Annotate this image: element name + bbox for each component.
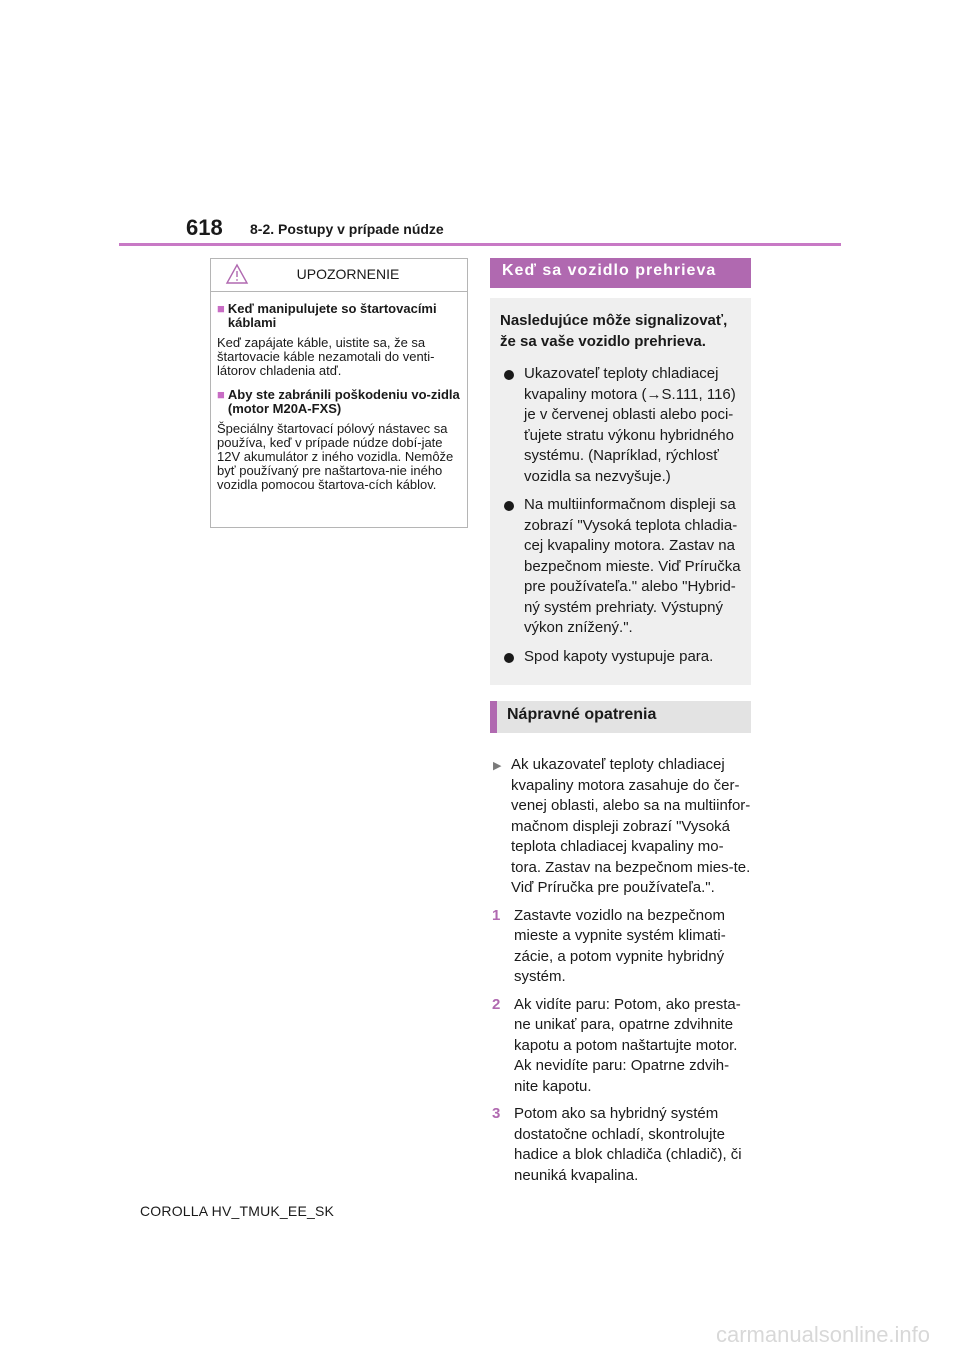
symptom-item: [500, 647, 741, 668]
warning-item-heading: [217, 388, 461, 416]
footer-model: COROLLA HV_TMUK_EE_SK: [140, 1203, 335, 1219]
remedy-step: [490, 1104, 751, 1186]
remedy-condition: [490, 755, 751, 899]
symptom-text: Ukazovateľ teploty chladiacej kvapaliny motora (→S.111, 116) je v červenej oblasti alebo poci-ťujete stratu výkonu hybridného systému. (Napríklad, rýchlosť vozidla sa nezvyšuje.): [524, 365, 736, 485]
step-number: 1: [492, 906, 501, 924]
warning-box: [210, 258, 468, 528]
warning-item-text: Špeciálny štartovací pólový nástavec sa používa, keď v prípade núdze dobí-jate 12V akumulátor z iného vozidla. Nemôže byť používaný pre naštartova-nie iného vozidla pomocou štartova-cích káblov.: [217, 421, 454, 492]
step-number: 2: [492, 995, 501, 1013]
overheat-intro: Nasledujúce môže signalizovať, že sa vaše vozidlo prehrieva.: [500, 312, 728, 350]
overheat-symptoms-box: [490, 298, 751, 685]
warning-header: [211, 259, 467, 292]
step-number: 3: [492, 1105, 501, 1122]
step-text: Potom ako sa hybridný systém dostatočne ochladí, skontrolujte hadice a blok chladiča (chladič), či neuniká kvapalina.: [514, 1105, 742, 1184]
bullet-dot-icon: [504, 370, 514, 380]
symptom-item: [500, 495, 741, 639]
step-text: Ak vidíte paru: Potom, ako presta-ne unikať para, opatrne zdvihnite kapotu a potom naštartujte motor. Ak nevidíte paru: Opatrne zdvih-nite kapotu.: [514, 995, 741, 1095]
warning-item-heading: [217, 302, 461, 330]
symptom-text: Na multiinformačnom displeji sa zobrazí "Vysoká teplota chladia-cej kvapaliny motora. Zastav na bezpečnom mieste. Viď Príručka pre používateľa." alebo "Hybrid-ný systém prehriaty. Výstupný výkon znížený.".: [524, 496, 741, 636]
remedy-step: [490, 906, 751, 988]
page-number: 618: [186, 215, 223, 240]
remedy-section-title: Nápravné opatrenia: [490, 701, 751, 733]
square-bullet-icon: ■: [217, 301, 225, 316]
symptom-text: Spod kapoty vystupuje para.: [524, 647, 714, 665]
step-text: Zastavte vozidlo na bezpečnom mieste a vypnite systém klimati-zácie, a potom vypnite hybridný systém.: [514, 906, 726, 985]
warning-item-heading-text: Aby ste zabránili poškodeniu vo-zidla (motor M20A-FXS): [227, 387, 460, 416]
remedy-condition-text: Ak ukazovateľ teploty chladiacej kvapaliny motora zasahuje do čer-venej oblasti, alebo sa na multiinfor-mačnom displeji zobrazí "Vysoká teplota chladiacej kvapaliny mo-tora. Zastav na bezpečnom mies-te. Viď Príručka pre používateľa.".: [511, 756, 751, 896]
warning-title: UPOZORNENIE: [296, 266, 400, 282]
warning-item-text: Keď zapájate káble, uistite sa, že sa štartovacie káble nezamotali do venti-látorov chladenia atď.: [217, 335, 435, 378]
arrow-right-icon: ▶: [493, 760, 502, 772]
square-bullet-icon: ■: [217, 387, 225, 402]
section-title: 8-2. Postupy v prípade núdze: [250, 221, 444, 237]
right-column: [490, 258, 751, 1186]
warning-item-heading-text: Keď manipulujete so štartovacími káblami: [227, 301, 437, 330]
watermark: carmanualsonline.info: [716, 1322, 931, 1347]
bullet-dot-icon: [504, 501, 514, 511]
remedy-step: [490, 995, 751, 1098]
bullet-dot-icon: [504, 653, 514, 663]
overheat-section-title: Keď sa vozidlo prehrieva: [490, 258, 751, 288]
symptom-item: [500, 364, 741, 487]
warning-body: [211, 292, 467, 492]
header-divider: [119, 243, 841, 246]
